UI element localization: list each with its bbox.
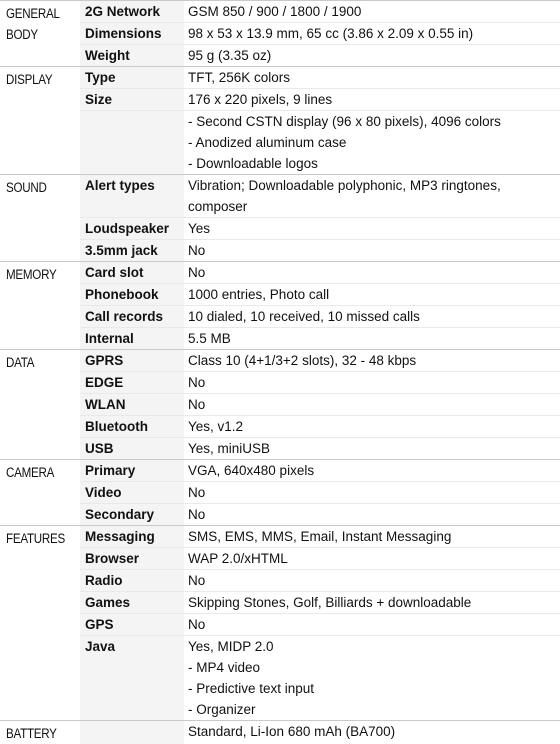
spec-value-line: Skipping Stones, Golf, Billiards + downloadable [188, 592, 554, 613]
spec-value-line: 95 g (3.35 oz) [188, 45, 554, 66]
section-category [0, 460, 80, 526]
spec-row [0, 1, 560, 23]
spec-row [0, 218, 560, 240]
spec-value [184, 23, 560, 45]
spec-row [0, 240, 560, 262]
spec-row [0, 636, 560, 721]
spec-value-line: No [188, 614, 554, 635]
spec-value [184, 394, 560, 416]
section-category [0, 262, 80, 350]
spec-row [0, 372, 560, 394]
spec-value [184, 614, 560, 636]
spec-label: Dimensions [80, 23, 184, 45]
spec-value-line: - Second CSTN display (96 x 80 pixels), 4096 colors [188, 111, 554, 132]
spec-value-line: GSM 850 / 900 / 1800 / 1900 [188, 1, 554, 22]
spec-row [0, 350, 560, 372]
spec-row [0, 89, 560, 111]
spec-label: Messaging [80, 526, 184, 548]
section-category [0, 175, 80, 262]
spec-label: Browser [80, 548, 184, 570]
spec-row [0, 67, 560, 89]
spec-label: Alert types [80, 175, 184, 218]
spec-row [0, 416, 560, 438]
spec-value-line: - MP4 video [188, 657, 554, 678]
spec-label: Primary [80, 460, 184, 482]
spec-value-line: SMS, EMS, MMS, Email, Instant Messaging [188, 526, 554, 547]
section-category-label: BATTERY [6, 723, 83, 744]
spec-value-line: 176 x 220 pixels, 9 lines [188, 89, 554, 110]
section-category-label: CAMERA [6, 462, 83, 483]
spec-value [184, 504, 560, 526]
spec-value [184, 45, 560, 67]
spec-row [0, 438, 560, 460]
spec-value [184, 592, 560, 614]
spec-value-line: VGA, 640x480 pixels [188, 460, 554, 481]
spec-value-line: Yes, v1.2 [188, 416, 554, 437]
spec-value [184, 218, 560, 240]
spec-row [0, 548, 560, 570]
spec-label: Card slot [80, 262, 184, 284]
spec-row [0, 614, 560, 636]
spec-value [184, 526, 560, 548]
spec-value [184, 482, 560, 504]
spec-label [80, 721, 184, 744]
spec-value [184, 416, 560, 438]
spec-value-line: 5.5 MB [188, 328, 554, 349]
spec-label: WLAN [80, 394, 184, 416]
spec-row [0, 111, 560, 175]
spec-value-line: No [188, 504, 554, 525]
spec-value [184, 570, 560, 592]
spec-value [184, 460, 560, 482]
spec-label: Secondary [80, 504, 184, 526]
spec-label: Loudspeaker [80, 218, 184, 240]
spec-row [0, 504, 560, 526]
spec-value-line: 10 dialed, 10 received, 10 missed calls [188, 306, 554, 327]
spec-label: Weight [80, 45, 184, 67]
spec-row [0, 460, 560, 482]
spec-row [0, 23, 560, 45]
spec-row [0, 284, 560, 306]
spec-value-line: Vibration; Downloadable polyphonic, MP3 ringtones, composer [188, 175, 554, 217]
section-category [0, 1, 80, 67]
spec-value-line: - Predictive text input [188, 678, 554, 699]
spec-value-line: Yes, miniUSB [188, 438, 554, 459]
spec-value [184, 111, 560, 175]
spec-value [184, 306, 560, 328]
spec-value [184, 548, 560, 570]
spec-value-line: No [188, 570, 554, 591]
spec-label: Type [80, 67, 184, 89]
spec-label [80, 111, 184, 175]
spec-value-line: No [188, 372, 554, 393]
spec-label: Bluetooth [80, 416, 184, 438]
spec-label: Size [80, 89, 184, 111]
spec-label: Video [80, 482, 184, 504]
spec-value-line: No [188, 482, 554, 503]
spec-label: Phonebook [80, 284, 184, 306]
section-category-label: MEMORY [6, 264, 83, 285]
spec-label: EDGE [80, 372, 184, 394]
spec-row [0, 570, 560, 592]
spec-label: Games [80, 592, 184, 614]
section-category-label: SOUND [6, 177, 83, 198]
spec-value [184, 262, 560, 284]
spec-row [0, 328, 560, 350]
spec-label: GPS [80, 614, 184, 636]
spec-value [184, 89, 560, 111]
spec-row [0, 394, 560, 416]
spec-value-line: - Organizer [188, 699, 554, 720]
spec-value [184, 175, 560, 218]
spec-label: Call records [80, 306, 184, 328]
section-category [0, 67, 80, 175]
spec-value [184, 240, 560, 262]
spec-row [0, 721, 560, 744]
spec-value-line: Yes [188, 218, 554, 239]
spec-value-line: 98 x 53 x 13.9 mm, 65 cc (3.86 x 2.09 x 0.55 in) [188, 23, 554, 44]
spec-table-body [0, 1, 560, 744]
spec-label: 2G Network [80, 1, 184, 23]
spec-label: Internal [80, 328, 184, 350]
spec-row [0, 482, 560, 504]
spec-label: 3.5mm jack [80, 240, 184, 262]
spec-value [184, 636, 560, 721]
spec-value-line: No [188, 240, 554, 261]
spec-label: GPRS [80, 350, 184, 372]
spec-value-line: No [188, 262, 554, 283]
section-category-label: DATA [6, 352, 83, 373]
spec-value [184, 67, 560, 89]
section-category [0, 350, 80, 460]
spec-value-line: TFT, 256K colors [188, 67, 554, 88]
spec-value-line: Class 10 (4+1/3+2 slots), 32 - 48 kbps [188, 350, 554, 371]
spec-value-line: 1000 entries, Photo call [188, 284, 554, 305]
section-category-label: GENERAL BODY [6, 3, 83, 45]
spec-row [0, 45, 560, 67]
spec-row [0, 592, 560, 614]
spec-value [184, 372, 560, 394]
section-category [0, 721, 80, 744]
spec-value [184, 1, 560, 23]
spec-value [184, 721, 560, 744]
spec-row [0, 526, 560, 548]
spec-value [184, 284, 560, 306]
spec-row [0, 175, 560, 218]
spec-row [0, 306, 560, 328]
spec-value-line: - Downloadable logos [188, 153, 554, 174]
spec-label: USB [80, 438, 184, 460]
spec-value-line: WAP 2.0/xHTML [188, 548, 554, 569]
spec-value [184, 328, 560, 350]
spec-row [0, 262, 560, 284]
spec-value [184, 438, 560, 460]
spec-value-line: - Anodized aluminum case [188, 132, 554, 153]
spec-value [184, 350, 560, 372]
spec-label: Java [80, 636, 184, 721]
section-category [0, 526, 80, 721]
spec-label: Radio [80, 570, 184, 592]
spec-value-line: No [188, 394, 554, 415]
spec-value-line: Yes, MIDP 2.0 [188, 636, 554, 657]
section-category-label: FEATURES [6, 528, 83, 549]
section-category-label: DISPLAY [6, 69, 83, 90]
spec-value-line: Standard, Li-Ion 680 mAh (BA700) [188, 721, 554, 742]
